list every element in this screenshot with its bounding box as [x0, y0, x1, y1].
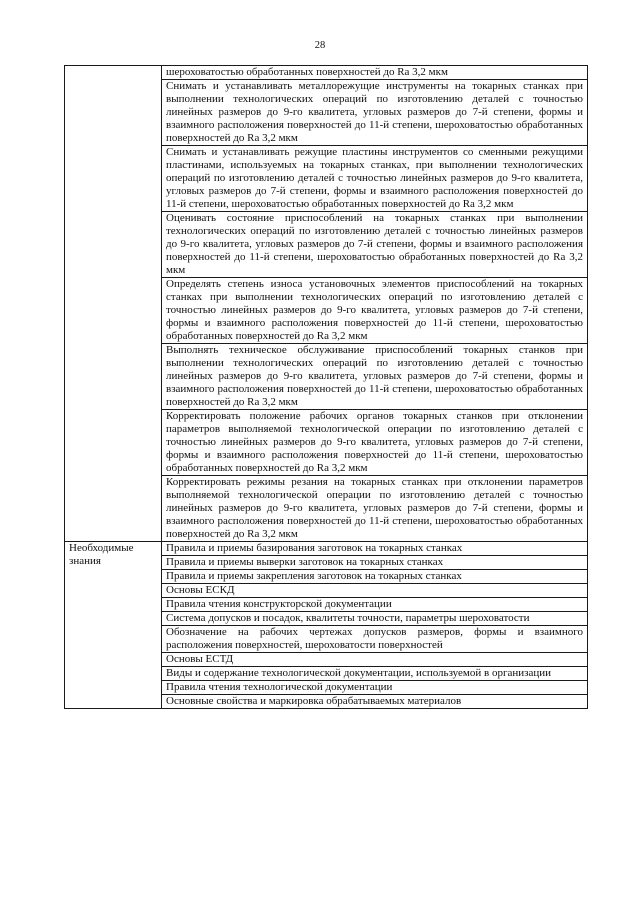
skill-item: Оценивать состояние приспособлений на токарных станках при выполнении технологических операций по изготовлению деталей с точностью линейных размеров до 9-го квалитета, угловых размеров до 7-й степени, формы и взаимного расположения поверхностей до 11-й степени, шероховатостью обработанных поверхностей до Ra 3,2 мкм [162, 212, 588, 278]
knowledge-item: Основы ЕСТД [162, 653, 588, 667]
knowledge-item: Правила и приемы базирования заготовок на токарных станках [162, 542, 588, 556]
skill-item: Снимать и устанавливать металлорежущие инструменты на токарных станках при выполнении технологических операций по изготовлению деталей с точностью линейных размеров до 9-го квалитета, угловых размеров до 7-й степени, формы и взаимного расположения поверхностей до 11-й степени, шероховатостью обработанных поверхностей до Ra 3,2 мкм [162, 80, 588, 146]
page-number: 28 [314, 40, 326, 51]
skill-item: Снимать и устанавливать режущие пластины инструментов со сменными режущими пластинами, используемых на токарных станках, при выполнении технологических операций по изготовлению деталей с точностью линейных размеров до 9-го квалитета, угловых размеров до 7-й степени, формы и взаимного расположения поверхностей до 11-й степени, шероховатостью обработанных поверхностей до Ra 3,2 мкм [162, 146, 588, 212]
skill-item: Определять степень износа установочных элементов приспособлений на токарных станках при выполнении технологических операций по изготовлению деталей с точностью линейных размеров до 9-го квалитета, угловых размеров до 7-й степени, формы и взаимного расположения поверхностей до 11-й степени, шероховатостью обработанных поверхностей до Ra 3,2 мкм [162, 278, 588, 344]
knowledge-item: Обозначение на рабочих чертежах допусков размеров, формы и взаимного расположения поверхностей, шероховатости поверхностей [162, 626, 588, 653]
knowledge-item: Правила чтения технологической документации [162, 681, 588, 695]
knowledge-item: Виды и содержание технологической документации, используемой в организации [162, 667, 588, 681]
knowledge-item: Система допусков и посадок, квалитеты точности, параметры шероховатости [162, 612, 588, 626]
knowledge-item: Основы ЕСКД [162, 584, 588, 598]
skill-item: Корректировать режимы резания на токарных станках при отклонении параметров выполняемой технологической операции по изготовлению деталей с точностью линейных размеров до 9-го квалитета, угловых размеров до 7-й степени, формы и взаимного расположения поверхностей до 11-й степени, шероховатостью обработанных поверхностей до Ra 3,2 мкм [162, 476, 588, 542]
table-row [65, 542, 588, 556]
skill-item: Корректировать положение рабочих органов токарных станков при отклонении параметров выполняемой технологической операции по изготовлению деталей с точностью линейных размеров до 9-го квалитета, угловых размеров до 7-й степени, формы и взаимного расположения поверхностей до 11-й степени, шероховатостью обработанных поверхностей до Ra 3,2 мкм [162, 410, 588, 476]
table-row [65, 66, 588, 80]
knowledge-item: Основные свойства и маркировка обрабатываемых материалов [162, 695, 588, 709]
skill-item: Выполнять техническое обслуживание приспособлений токарных станков при выполнении технологических операций по изготовлению деталей с точностью линейных размеров до 9-го квалитета, угловых размеров до 7-й степени, формы и взаимного расположения поверхностей до 11-й степени, шероховатостью обработанных поверхностей до Ra 3,2 мкм [162, 344, 588, 410]
knowledge-item: Правила чтения конструкторской документации [162, 598, 588, 612]
knowledge-label-cell: Необходимые знания [65, 542, 162, 709]
requirements-table [64, 65, 588, 709]
skills-label-cell [65, 66, 162, 542]
knowledge-item: Правила и приемы выверки заготовок на токарных станках [162, 556, 588, 570]
knowledge-item: Правила и приемы закрепления заготовок на токарных станках [162, 570, 588, 584]
skill-item: шероховатостью обработанных поверхностей до Ra 3,2 мкм [162, 66, 588, 80]
